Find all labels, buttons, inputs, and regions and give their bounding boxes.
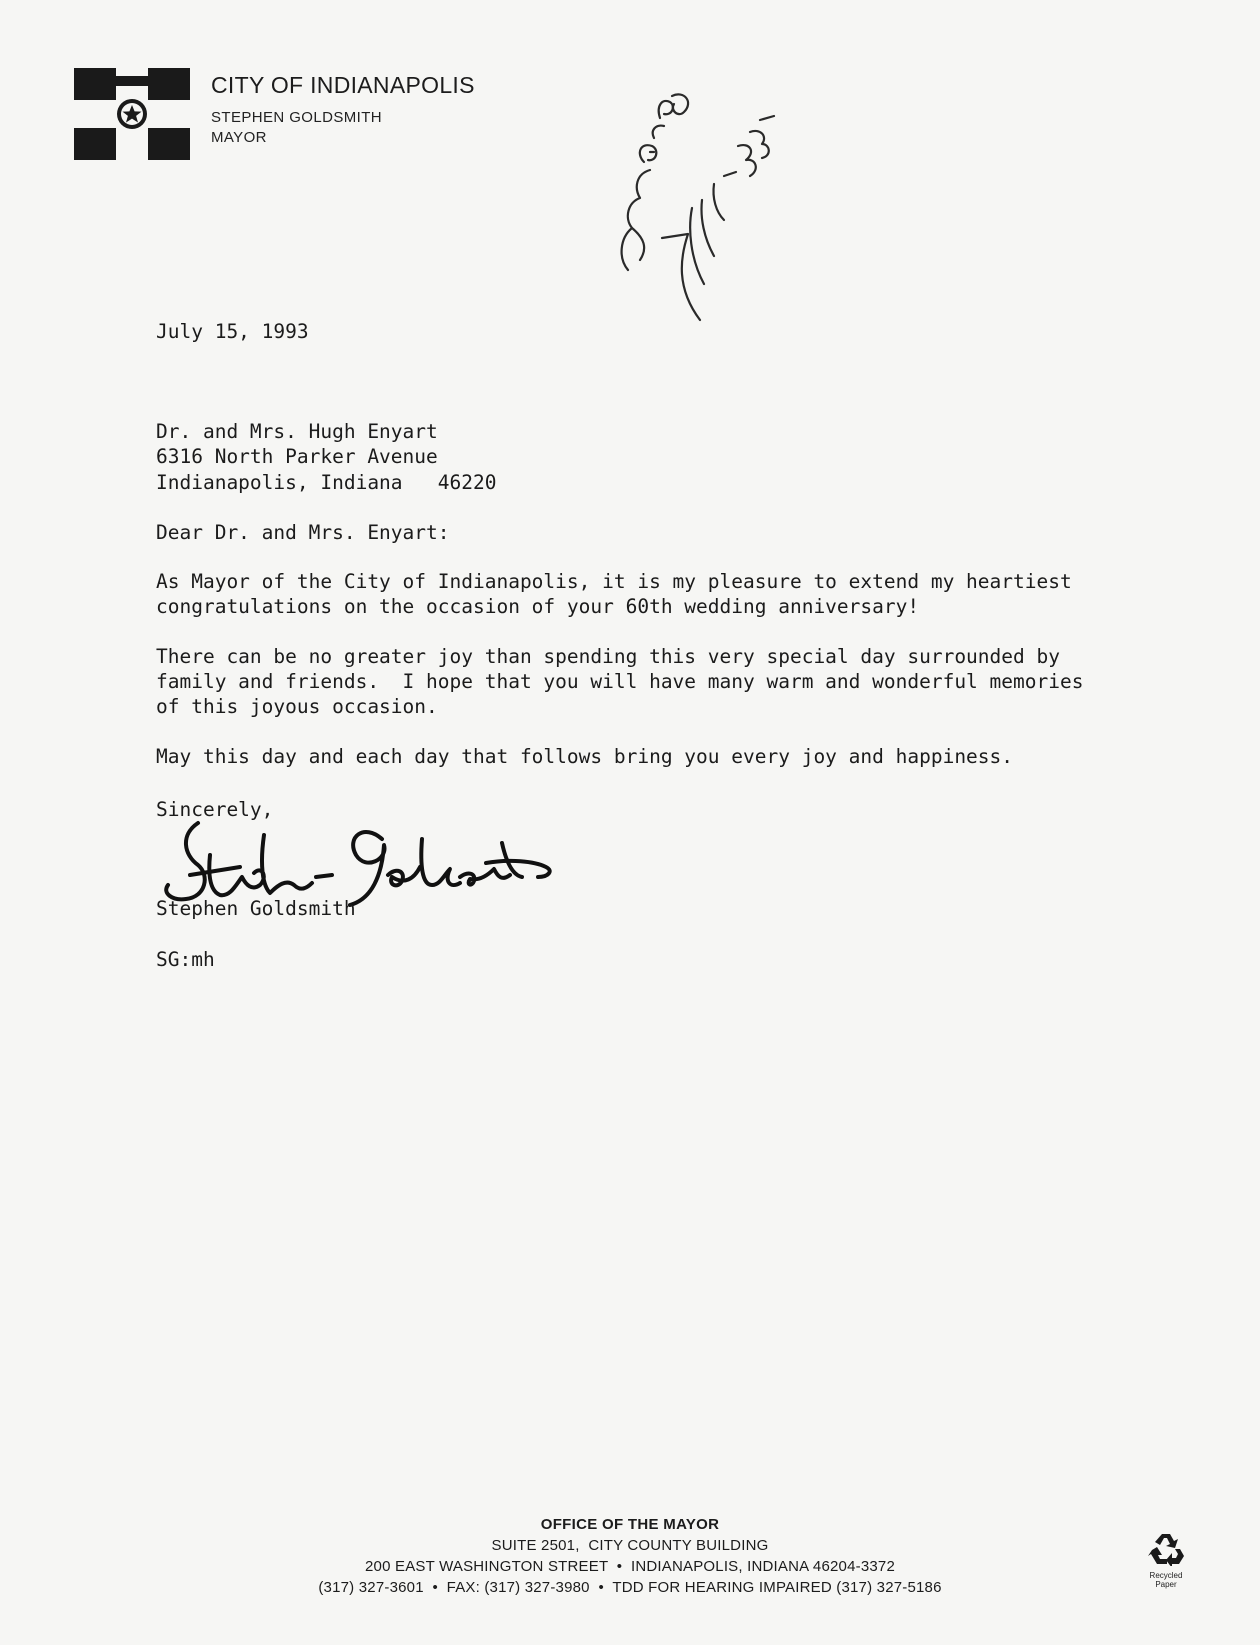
letterhead-city: CITY OF INDIANAPOLIS [211, 72, 475, 98]
paper-label: Paper [1155, 1580, 1177, 1589]
salutation: Dear Dr. and Mrs. Enyart: [156, 521, 450, 544]
body-line: congratulations on the occasion of your 60th wedding anniversary! [156, 595, 920, 618]
body-line: As Mayor of the City of Indianapolis, it is my pleasure to extend my heartiest [156, 570, 1072, 593]
footer-street: 200 EAST WASHINGTON STREET • INDIANAPOLIS, INDIANA 46204-3372 [365, 1558, 895, 1575]
typist-initials: SG:mh [156, 948, 215, 971]
body-line: of this joyous occasion. [156, 695, 438, 718]
city-flag-logo [74, 68, 190, 160]
body-line: family and friends. I hope that you will have many warm and wonderful memories [156, 670, 1084, 693]
signer-name: Stephen Goldsmith [156, 897, 356, 920]
letterhead-mayor-title: MAYOR [211, 129, 267, 146]
footer-office: OFFICE OF THE MAYOR [540, 1516, 720, 1533]
footer-phones: (317) 327-3601 • FAX: (317) 327-3980 • TDD FOR HEARING IMPAIRED (317) 327-5186 [318, 1579, 942, 1596]
letter-date: July 15, 1993 [156, 320, 309, 343]
address-line: 6316 North Parker Avenue [156, 445, 438, 468]
letterhead-mayor-name: STEPHEN GOLDSMITH [211, 109, 382, 126]
recycled-paper-mark [1144, 1532, 1188, 1592]
recycle-icon [1148, 1532, 1184, 1566]
closing: Sincerely, [156, 798, 274, 821]
body-line: May this day and each day that follows bring you every joy and happiness. [156, 745, 1014, 768]
footer-suite: SUITE 2501, CITY COUNTY BUILDING [491, 1537, 769, 1554]
handwritten-mailed-notation [610, 88, 790, 328]
body-line: There can be no greater joy than spending this very special day surrounded by [156, 645, 1060, 668]
letter-footer [0, 1516, 1260, 1600]
address-line: Indianapolis, Indiana 46220 [156, 471, 497, 494]
address-line: Dr. and Mrs. Hugh Enyart [156, 420, 438, 443]
recycled-label: Recycled [1149, 1571, 1183, 1580]
